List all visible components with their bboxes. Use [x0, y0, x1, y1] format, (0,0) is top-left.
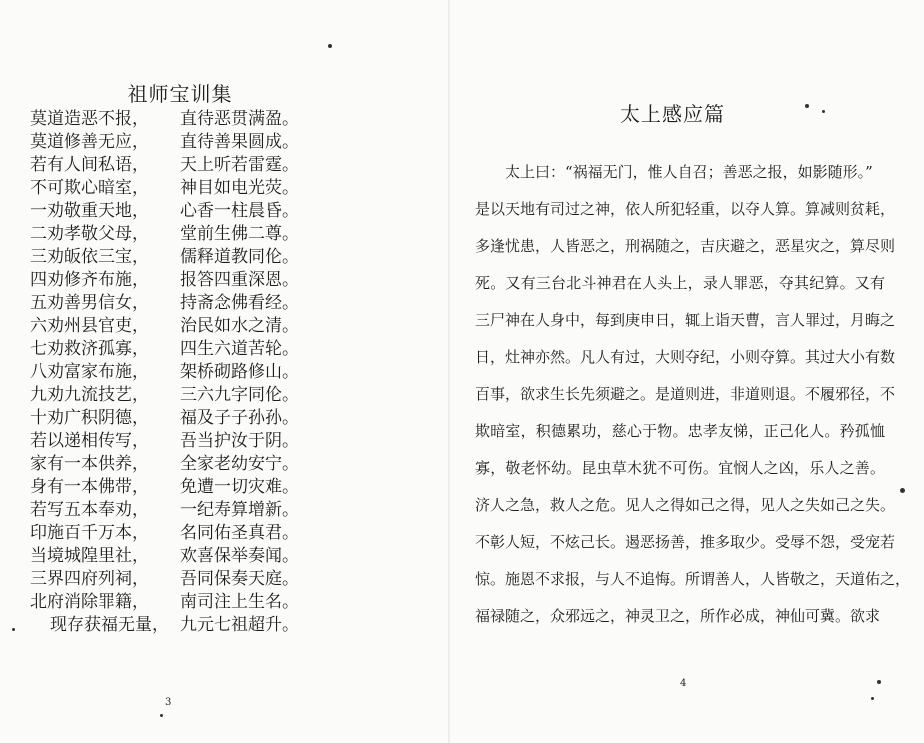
scan-speck [160, 714, 163, 717]
scan-speck [805, 104, 809, 108]
verse-couplet [30, 292, 320, 315]
verse-couplet [30, 384, 320, 407]
verse-line-second: 心香一柱晨昏。 [180, 201, 299, 221]
verse-line-first: 莫道造恶不报， [30, 109, 149, 129]
text-line: 百事，欲求生长先须避之。是道则进，非道则退。不履邪径，不 [475, 385, 896, 403]
verse-line-first: 八劝富家布施， [30, 362, 149, 382]
verse-line-second: 全家老幼安宁。 [180, 454, 299, 474]
verse-line-first: 七劝救济孤寡， [30, 339, 149, 359]
verse-line-first: 二劝孝敬父母， [30, 224, 149, 244]
text-line: 寡，敬老怀幼。昆虫草木犹不可伤。宜悯人之凶，乐人之善。 [475, 459, 885, 477]
verse-line-first: 莫道修善无应， [30, 132, 149, 152]
verse-line-first: 若有人间私语， [30, 155, 149, 175]
verse-line-second: 直待恶贯满盈。 [180, 109, 299, 129]
verse-couplet [30, 315, 320, 338]
verse-couplet [30, 453, 320, 476]
verse-line-second: 名同佑圣真君。 [180, 523, 299, 543]
verse-line-first: 九劝九流技艺， [30, 385, 149, 405]
verse-line-second: 儒释道教同伦。 [180, 247, 299, 267]
verse-line-second: 欢喜保举奏闻。 [180, 546, 299, 566]
verse-couplet [30, 361, 320, 384]
verse-couplet [30, 407, 320, 430]
verse-line-second: 一纪寿算增新。 [180, 500, 299, 520]
verse-line-first: 若写五本奉劝， [30, 500, 149, 520]
verse-couplet [30, 269, 320, 292]
scan-speck [871, 697, 874, 700]
scan-speck [12, 628, 15, 631]
verse-line-second: 四生六道苦轮。 [180, 339, 299, 359]
text-line: 是以天地有司过之神，依人所犯轻重，以夺人算。算减则贫耗， [475, 200, 896, 218]
verse-line-second: 架桥砌路修山。 [180, 362, 299, 382]
verse-couplet [30, 568, 320, 591]
verse-line-first: 若以递相传写， [30, 431, 149, 451]
verse-line-first: 五劝善男信女， [30, 293, 149, 313]
verse-line-second: 三六九字同伦。 [180, 385, 299, 405]
left-page-title: 祖师宝训集 [127, 82, 233, 106]
verse-line-second: 治民如水之清。 [180, 316, 299, 336]
verse-line-first: 身有一本佛带， [30, 477, 149, 497]
verse-couplet [30, 614, 320, 637]
verse-line-second: 报答四重深恩。 [180, 270, 299, 290]
verse-couplet [30, 338, 320, 361]
verse-line-first: 不可欺心暗室， [30, 178, 149, 198]
text-line: 惊。施恩不求报，与人不追悔。所谓善人，人皆敬之，天道佑之， [475, 570, 911, 588]
right-page-title: 太上感应篇 [620, 102, 725, 126]
text-line: 日，灶神亦然。凡人有过，大则夺纪，小则夺算。其过大小有数 [475, 348, 896, 366]
verse-line-second: 吾同保奏天庭。 [180, 569, 299, 589]
text-line: 多逢忧患，人皆恶之，刑祸随之，吉庆避之，恶星灾之，算尽则 [475, 237, 896, 255]
scan-speck [900, 488, 905, 493]
verse-couplet [30, 545, 320, 568]
verse-line-first: 一劝敬重天地， [30, 201, 149, 221]
verse-couplet [30, 246, 320, 269]
verse-line-second: 堂前生佛二尊。 [180, 224, 299, 244]
text-line: 不彰人短，不炫己长。遏恶扬善，推多取少。受辱不怨，受宠若 [475, 533, 896, 551]
verse-line-second: 福及子子孙孙。 [180, 408, 299, 428]
left-page [0, 0, 450, 743]
verse-line-second: 神目如电光荧。 [180, 178, 299, 198]
verse-list [30, 108, 320, 637]
verse-line-first: 三界四府列祠， [30, 569, 149, 589]
scripture-text [475, 154, 911, 635]
text-line: 太上曰：“祸福无门，惟人自召；善恶之报，如影随形。” [505, 163, 873, 181]
verse-line-second: 持斋念佛看经。 [180, 293, 299, 313]
verse-line-first: 当境城隍里社， [30, 546, 149, 566]
verse-couplet [30, 499, 320, 522]
text-line: 三尸神在人身中，每到庚申日，辄上诣天曹，言人罪过，月晦之 [475, 311, 896, 329]
verse-line-second: 免遭一切灾难。 [180, 477, 299, 497]
verse-line-first: 印施百千万本， [30, 523, 149, 543]
scan-speck [877, 680, 881, 684]
verse-line-first: 现存获福无量， [50, 615, 169, 635]
verse-line-first: 六劝州县官吏， [30, 316, 149, 336]
verse-line-second: 南司注上生名。 [180, 592, 299, 612]
verse-line-second: 九元七祖超升。 [180, 615, 299, 635]
text-line: 欺暗室，积德累功，慈心于物。忠孝友悌，正己化人。矜孤恤 [475, 422, 885, 440]
verse-couplet [30, 476, 320, 499]
verse-line-first: 四劝修齐布施， [30, 270, 149, 290]
verse-couplet [30, 108, 320, 131]
text-line: 济人之急，救人之危。见人之得如己之得，见人之失如己之失。 [475, 496, 896, 514]
verse-couplet [30, 200, 320, 223]
right-page [450, 0, 924, 743]
verse-line-first: 十劝广积阴德， [30, 408, 149, 428]
verse-line-second: 吾当护汝于阴。 [180, 431, 299, 451]
page-number-left: 3 [165, 697, 172, 708]
text-line: 死。又有三台北斗神君在人头上，录人罪恶，夺其纪算。又有 [475, 274, 885, 292]
verse-line-first: 三劝皈依三宝， [30, 247, 149, 267]
verse-line-second: 直待善果圆成。 [180, 132, 299, 152]
page-number-right: 4 [680, 678, 687, 689]
verse-couplet [30, 591, 320, 614]
verse-couplet [30, 430, 320, 453]
text-line: 福禄随之，众邪远之，神灵卫之，所作必成，神仙可冀。欲求 [475, 607, 881, 625]
verse-couplet [30, 154, 320, 177]
verse-couplet [30, 223, 320, 246]
verse-couplet [30, 522, 320, 545]
verse-line-first: 家有一本供养， [30, 454, 149, 474]
scan-speck [822, 110, 825, 113]
verse-line-first: 北府消除罪籍， [30, 592, 149, 612]
verse-couplet [30, 131, 320, 154]
verse-couplet [30, 177, 320, 200]
verse-line-second: 天上听若雷霆。 [180, 155, 299, 175]
scan-speck [328, 44, 332, 48]
